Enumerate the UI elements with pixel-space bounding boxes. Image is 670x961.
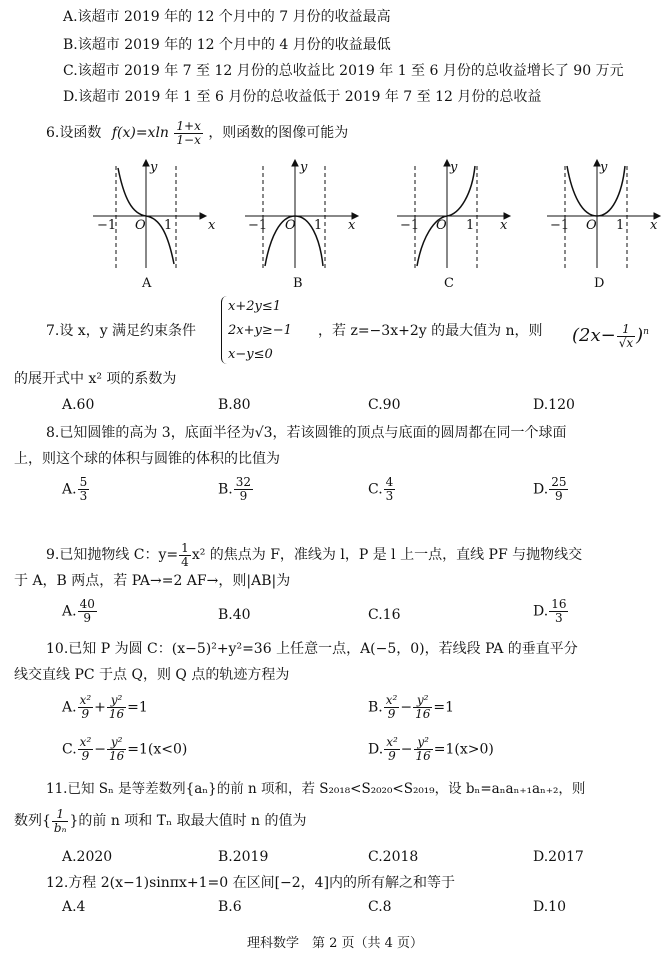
q10-line1: 10.已知 P 为圆 C：(x−5)²+y²=36 上任意一点，A(−5，0)，若线段 PA 的垂直平分 [46,641,578,657]
q10-line2: 线交直线 PC 于点 Q，则 Q 点的轨迹方程为 [14,667,290,683]
graph-c-origin: O [436,218,447,233]
graph-d-tick-pos: 1 [616,218,625,233]
graph-c-label: C [444,276,454,291]
q6-frac-den: 1−x [176,132,201,147]
q8-option-c: C. $\frac{4}{3}$ [368,475,394,503]
graph-a-xlabel: x [208,218,216,233]
graph-d-tick-neg: −1 [550,218,570,233]
q5-option-b: B.该超市 2019 年的 12 个月中的 4 月份的收益最低 [63,37,391,53]
graph-d-origin: O [586,218,597,233]
q8-option-b: B. $\frac{32}{9}$ [218,475,252,503]
graph-d-xlabel: x [650,218,658,233]
graph-a-origin: O [135,218,146,233]
q11-line2: 数列{ $\frac{1}{\text{bₙ}}$ }的前 n 项和 Tₙ 取最大值时 n 的值为 [14,806,307,835]
q6-suffix: ，则函数的图像可能为 [208,125,349,141]
q7-constraint-3: x−y≤0 [228,347,273,362]
q9-option-d: D. $\frac{16}{3}$ [533,597,567,625]
q5-option-a: A.该超市 2019 年的 12 个月中的 7 月份的收益最高 [63,9,391,25]
graph-a-ylabel: y [150,160,158,175]
q11-option-b: B.2019 [218,849,269,865]
graph-c-tick-neg: −1 [400,218,420,233]
graph-b-xlabel: x [348,218,356,233]
q8-line2: 上，则这个球的体积与圆锥的体积的比值为 [14,451,280,467]
graph-c-xlabel: x [500,218,508,233]
q9-option-b: B.40 [218,607,251,623]
q6-prefix: 6.设函数 [46,125,102,141]
q7-prefix: 7.设 x，y 满足约束条件 [46,323,197,339]
x-arrow-icon [200,213,206,219]
q10-option-d: D. $\frac{\text{x²}}{9}$ − $\frac{\text{y²}}{16}$ =1(x>0) [368,735,494,763]
q5-option-c: C.该超市 2019 年 7 至 12 月份的总收益比 2019 年 1 至 6 月份的总收益增长了 90 万元 [63,63,624,79]
q9-option-a: A. $\frac{40}{9}$ [62,597,95,625]
q7-line2: 的展开式中 x² 项的系数为 [14,371,177,387]
q10-option-c: C. $\frac{\text{x²}}{9}$ − $\frac{\text{y²}}{16}$ =1(x<0) [62,735,188,763]
q7-constraint-1: x+2y≤1 [228,299,282,314]
q6-stem [46,118,348,148]
graph-a-tick-neg: −1 [97,218,117,233]
q7-mid: ，若 z=−3x+2y 的最大值为 n，则 [318,323,543,339]
curve [567,166,625,216]
y-arrow-icon [143,160,149,166]
graph-c-tick-pos: 1 [466,218,475,233]
q7-constraint-2: 2x+y≥−1 [228,323,292,338]
graph-c-ylabel: y [450,160,458,175]
q6-frac-num: 1+x [176,118,201,133]
q12-line1: 12.方程 2(x−1)sinπx+1=0 在区间[−2，4]内的所有解之和等于 [46,875,456,891]
graph-d-ylabel: y [600,160,608,175]
graph-b-tick-neg: −1 [248,218,268,233]
graph-b-label: B [293,276,303,291]
q11-option-d: D.2017 [533,849,584,865]
q7-option-b: B.80 [218,397,251,413]
q7-expr-exp: n [643,327,649,337]
q8-option-d: D. $\frac{25}{9}$ [533,475,567,503]
q7-expr-left: (2x− [572,325,616,346]
q12-option-c: C.8 [368,899,392,915]
q7-option-c: C.90 [368,397,401,413]
q11-option-a: A.2020 [62,849,113,865]
graph-a-tick-pos: 1 [164,218,173,233]
graph-b-tick-pos: 1 [314,218,323,233]
q6-frac [174,120,202,147]
q12-option-d: D.10 [533,899,566,915]
q7-expr-frac-num: 1 [617,323,635,337]
graph-d-label: D [594,276,605,291]
q6-func: f(x)=xln [111,125,169,141]
q9-option-c: C.16 [368,607,401,623]
q7-expr [572,320,649,350]
q12-option-a: A.4 [62,899,86,915]
q9-line1: 9.已知抛物线 C：y= $\frac{1}{4}$ x² 的焦点为 F，准线为 l，P 是 l 上一点，直线 PF 与抛物线交 [46,540,583,569]
q10-option-b: B. $\frac{\text{x²}}{9}$ − $\frac{\text{y²}}{16}$ =1 [368,693,454,721]
q7-expr-right: ) [636,325,644,346]
q8-option-a: A. $\frac{5}{3}$ [62,475,88,503]
graph-a-label: A [142,276,152,291]
q11-option-c: C.2018 [368,849,419,865]
page-footer: 理科数学 第 2 页（共 4 页） [246,936,424,951]
q7-expr-frac-den: √x [618,335,634,350]
q12-option-b: B.6 [218,899,242,915]
q8-line1: 8.已知圆锥的高为 3，底面半径为√3，若该圆锥的顶点与底面的圆周都在同一个球面 [46,425,567,441]
q9-line2: 于 A，B 两点，若 PA→=2 AF→，则|AB|为 [14,573,291,589]
q10-option-a: A. $\frac{\text{x²}}{9}$ + $\frac{\text{y²}}{16}$ =1 [62,693,148,721]
q5-option-d: D.该超市 2019 年 1 至 6 月份的总收益低于 2019 年 7 至 12 月份的总收益 [63,89,542,105]
graph-b-ylabel: y [300,160,308,175]
graph-b-origin: O [285,218,296,233]
q7-option-d: D.120 [533,397,575,413]
q11-line1: 11.已知 Sₙ 是等差数列{aₙ}的前 n 项和，若 S₂₀₁₈<S₂₀₂₀<S₂₀₁₉，设 bₙ=aₙaₙ₊₁aₙ₊₂，则 [46,781,586,797]
q7-option-a: A.60 [62,397,95,413]
